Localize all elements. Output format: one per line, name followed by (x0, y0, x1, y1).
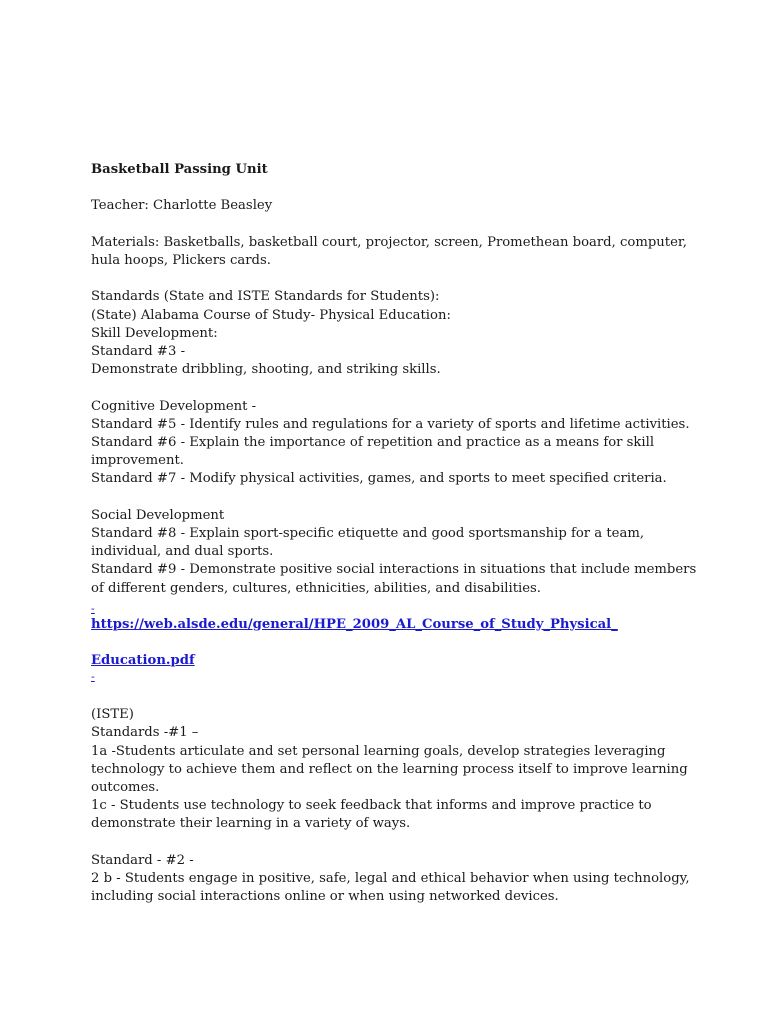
link-dash-bottom[interactable]: - (91, 670, 95, 684)
social-line: Standard #9 - Demonstrate positive social interactions in situations that include members (91, 562, 697, 578)
teacher-line: Teacher: Charlotte Beasley (91, 198, 273, 214)
iste-line: 2 b - Students engage in positive, safe, legal and ethical behavior when using technology, (91, 871, 690, 887)
link-dash-top[interactable]: - (91, 601, 95, 615)
cognitive-development-heading: Cognitive Development - (91, 398, 257, 414)
social-line: of different genders, cultures, ethnicities, abilities, and disabilities. (91, 580, 541, 596)
social-development-heading: Social Development (91, 507, 225, 523)
course-of-study-link-continued[interactable]: Education.pdf (91, 653, 195, 668)
course-of-study-link[interactable]: https://web.alsde.edu/general/HPE_2009_AL_Course_of_Study_Physical_ (91, 616, 618, 632)
iste-line: including social interactions online or when using networked devices. (91, 889, 559, 905)
iste-standard-2: Standard - #2 - (91, 852, 194, 868)
materials-line-1: Materials: Basketballs, basketball court, projector, screen, Promethean board, computer, (91, 234, 687, 250)
iste-line: 1c - Students use technology to seek feedback that informs and improve practice to (91, 798, 652, 814)
materials-line-2: hula hoops, Plickers cards. (91, 252, 271, 268)
document-body (91, 161, 697, 906)
iste-line: demonstrate their learning in a variety of ways. (91, 816, 411, 832)
iste-heading: (ISTE) (91, 707, 134, 723)
cognitive-line: Standard #5 - Identify rules and regulations for a variety of sports and lifetime activities. (91, 416, 690, 432)
iste-line: 1a -Students articulate and set personal learning goals, develop strategies leveraging (91, 743, 666, 759)
skill-development-heading: Skill Development: (91, 325, 218, 341)
cognitive-line: Standard #7 - Modify physical activities, games, and sports to meet specified criteria. (91, 471, 667, 487)
iste-line: technology to achieve them and reflect on the learning process itself to improve learning (91, 761, 688, 777)
social-line: Standard #8 - Explain sport-specific etiquette and good sportsmanship for a team, (91, 525, 645, 541)
state-course-line: (State) Alabama Course of Study- Physical Education: (91, 307, 451, 323)
standards-header: Standards (State and ISTE Standards for Students): (91, 289, 440, 305)
skill-standard-3-desc: Demonstrate dribbling, shooting, and striking skills. (91, 362, 441, 378)
iste-standard-1: Standards -#1 – (91, 725, 199, 741)
social-line: individual, and dual sports. (91, 544, 274, 560)
document-title: Basketball Passing Unit (91, 162, 268, 177)
cognitive-line: improvement. (91, 453, 184, 469)
cognitive-line: Standard #6 - Explain the importance of repetition and practice as a means for skill (91, 434, 655, 450)
iste-line: outcomes. (91, 780, 160, 796)
skill-standard-3: Standard #3 - (91, 343, 186, 359)
